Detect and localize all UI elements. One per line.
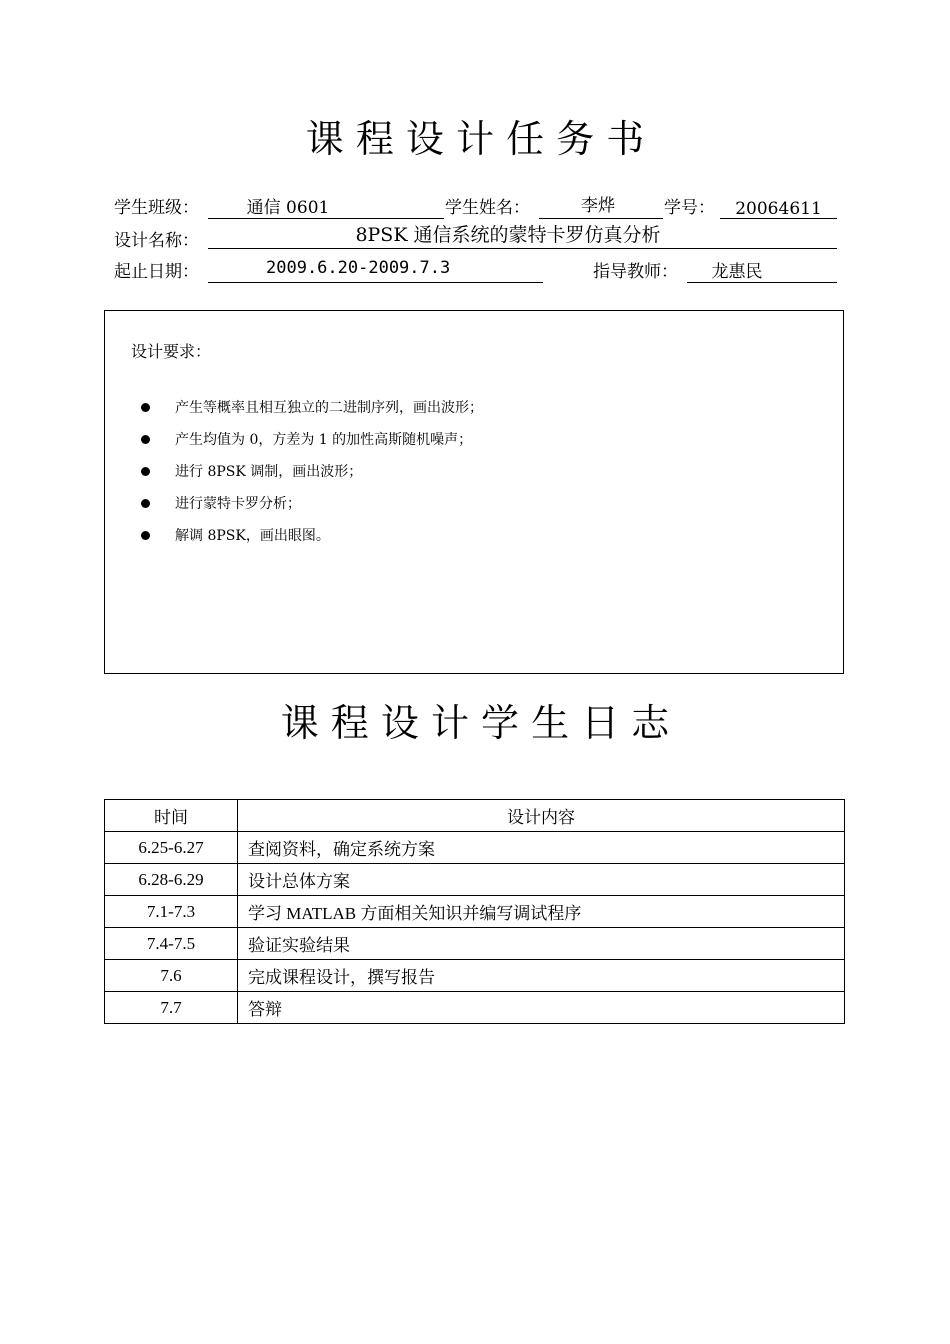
design-requirements-box xyxy=(104,310,844,674)
table-row xyxy=(105,896,845,928)
cell-time: 7.7 xyxy=(105,992,238,1024)
cell-content: 查阅资料，确定系统方案 xyxy=(238,832,845,864)
date-field xyxy=(208,258,543,283)
task-book-title: 课 程 设 计 任 务 书 xyxy=(305,117,645,161)
table-row xyxy=(105,960,845,992)
requirement-item: 产生等概率且相互独立的二进制序列，画出波形； xyxy=(141,397,483,417)
student-log-table xyxy=(104,799,845,1024)
requirement-item: 进行 8PSK 调制，画出波形； xyxy=(141,461,362,481)
cell-time: 7.4-7.5 xyxy=(105,928,238,960)
table-row xyxy=(105,864,845,896)
cell-content: 学习 MATLAB 方面相关知识并编写调试程序 xyxy=(238,896,845,928)
class-value: 通信 0601 xyxy=(246,198,330,218)
bullet-icon xyxy=(141,435,150,444)
design-name-field xyxy=(208,224,837,249)
cell-content: 设计总体方案 xyxy=(238,864,845,896)
cell-time: 6.25-6.27 xyxy=(105,832,238,864)
cell-time: 7.6 xyxy=(105,960,238,992)
design-name-label: 设计名称： xyxy=(114,231,199,251)
cell-time: 6.28-6.29 xyxy=(105,864,238,896)
table-header-row xyxy=(105,800,845,832)
student-id-field xyxy=(720,198,837,219)
teacher-value: 龙惠民 xyxy=(711,262,763,282)
date-label: 起止日期： xyxy=(114,262,199,282)
name-field xyxy=(539,198,663,219)
table-row xyxy=(105,928,845,960)
table-row xyxy=(105,832,845,864)
student-log-title: 课 程 设 计 学 生 日 志 xyxy=(280,701,670,745)
requirements-heading: 设计要求： xyxy=(131,342,212,361)
design-name-value: 8PSK 通信系统的蒙特卡罗仿真分析 xyxy=(355,224,661,246)
name-label: 学生姓名： xyxy=(445,198,530,218)
bullet-icon xyxy=(141,467,150,476)
cell-content: 答辩 xyxy=(238,992,845,1024)
class-field xyxy=(208,198,444,219)
column-header-time: 时间 xyxy=(105,800,238,832)
cell-content: 验证实验结果 xyxy=(238,928,845,960)
requirement-item: 产生均值为 0，方差为 1 的加性高斯随机噪声； xyxy=(141,429,472,449)
bullet-icon xyxy=(141,499,150,508)
teacher-field xyxy=(687,262,837,283)
student-id-value: 20064611 xyxy=(735,199,822,219)
bullet-icon xyxy=(141,531,150,540)
column-header-content: 设计内容 xyxy=(238,800,845,832)
name-value: 李烨 xyxy=(581,196,615,216)
cell-time: 7.1-7.3 xyxy=(105,896,238,928)
bullet-icon xyxy=(141,403,150,412)
teacher-label: 指导教师： xyxy=(593,262,678,282)
date-value: 2009.6.20-2009.7.3 xyxy=(266,258,451,278)
student-id-label: 学号： xyxy=(664,198,715,218)
cell-content: 完成课程设计，撰写报告 xyxy=(238,960,845,992)
table-row xyxy=(105,992,845,1024)
requirement-item: 进行蒙特卡罗分析； xyxy=(141,493,301,513)
requirement-item: 解调 8PSK，画出眼图。 xyxy=(141,525,330,545)
class-label: 学生班级： xyxy=(114,198,199,218)
